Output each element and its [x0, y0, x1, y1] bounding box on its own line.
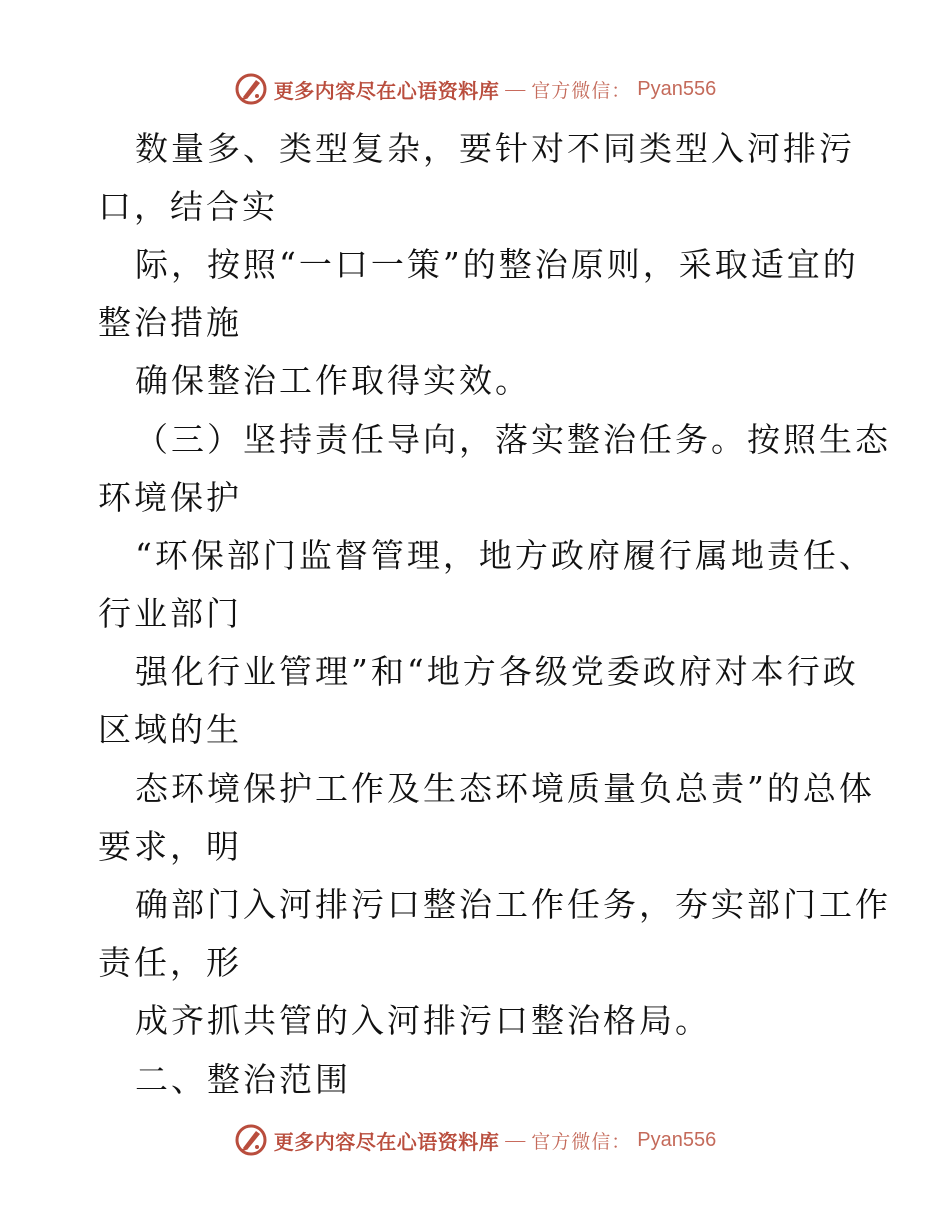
watermark-wechat-label: 官方微信：: [531, 1130, 632, 1153]
body-line: 整治措施: [98, 303, 242, 342]
section-heading: （三）坚持责任导向，落实整治任务。按照生态: [135, 420, 891, 459]
body-line: “环保部门监督管理，地方政府履行属地责任、: [135, 536, 875, 575]
body-line: 态环境保护工作及生态环境质量负总责”的总体: [135, 769, 875, 808]
body-line: 际，按照“一口一策”的整治原则，采取适宜的: [135, 245, 859, 284]
watermark-title: 更多内容尽在心语资料库: [273, 78, 500, 103]
watermark-separator: —: [505, 1128, 526, 1151]
body-line: 强化行业管理”和“地方各级党委政府对本行政: [135, 652, 859, 691]
body-line: 区域的生: [98, 710, 242, 749]
watermark-title: 更多内容尽在心语资料库: [273, 1129, 500, 1154]
watermark-separator: —: [505, 77, 526, 100]
body-line: 责任，形: [98, 943, 242, 982]
body-line: 行业部门: [98, 594, 242, 633]
body-line: 要求，明: [98, 827, 242, 866]
body-line: 口，结合实: [98, 187, 278, 226]
section-heading: 二、整治范围: [135, 1060, 351, 1099]
quill-pen-logo-icon: [234, 1123, 268, 1157]
watermark-wechat-label: 官方微信：: [531, 79, 632, 102]
footer-watermark: [0, 1118, 950, 1162]
body-line: 确部门入河排污口整治工作任务，夯实部门工作: [135, 885, 891, 924]
watermark-wechat-id: Pyan556: [637, 77, 717, 100]
body-line: 环境保护: [98, 478, 242, 517]
body-line: 成齐抓共管的入河排污口整治格局。: [135, 1001, 711, 1040]
watermark-wechat-id: Pyan556: [637, 1128, 717, 1151]
body-line: 确保整治工作取得实效。: [135, 361, 531, 400]
body-line: 数量多、类型复杂，要针对不同类型入河排污: [135, 129, 855, 168]
